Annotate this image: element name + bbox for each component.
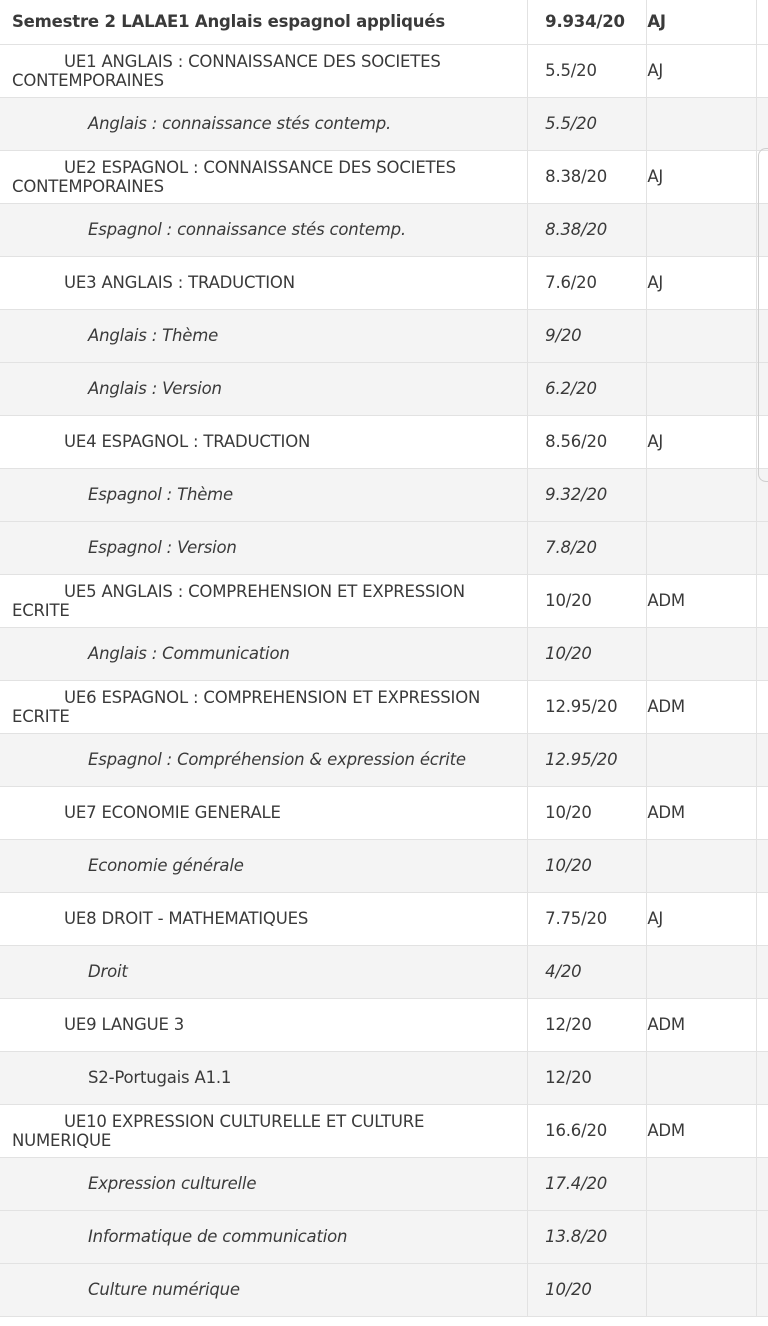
ue-result: ADM <box>647 1104 757 1157</box>
course-result <box>647 627 757 680</box>
course-label: Espagnol : Version <box>88 538 237 557</box>
ue-label: UE1 ANGLAIS : CONNAISSANCE DES SOCIETES CONTEMPORAINES <box>12 51 441 90</box>
ue-row <box>0 44 768 97</box>
ue-grade: 16.6/20 <box>528 1104 647 1157</box>
ue-label: UE8 DROIT - MATHEMATIQUES <box>64 909 309 928</box>
ue-grade: 10/20 <box>528 574 647 627</box>
course-grade: 9.32/20 <box>528 468 647 521</box>
ue-grade: 8.56/20 <box>528 415 647 468</box>
ue-row <box>0 256 768 309</box>
ue-grade: 12/20 <box>528 998 647 1051</box>
course-grade: 10/20 <box>528 839 647 892</box>
ue-grade: 5.5/20 <box>528 44 647 97</box>
ue-result: ADM <box>647 998 757 1051</box>
course-row <box>0 733 768 786</box>
course-grade: 5.5/20 <box>528 97 647 150</box>
course-result <box>647 309 757 362</box>
ue-result: ADM <box>647 680 757 733</box>
course-grade: 9/20 <box>528 309 647 362</box>
course-result <box>647 733 757 786</box>
ue-label: UE6 ESPAGNOL : COMPREHENSION ET EXPRESSION ECRITE <box>12 687 481 726</box>
course-row <box>0 309 768 362</box>
course-label: Anglais : connaissance stés contemp. <box>88 114 392 133</box>
course-row <box>0 1051 768 1104</box>
ue-row <box>0 150 768 203</box>
ue-row <box>0 786 768 839</box>
ue-label: UE4 ESPAGNOL : TRADUCTION <box>64 432 311 451</box>
course-label: Economie générale <box>88 856 244 875</box>
course-grade: 17.4/20 <box>528 1157 647 1210</box>
course-result <box>647 839 757 892</box>
course-row <box>0 1263 768 1316</box>
ue-grade: 12.95/20 <box>528 680 647 733</box>
ue-grade: 8.38/20 <box>528 150 647 203</box>
ue-result: AJ <box>647 150 757 203</box>
ue-result: AJ <box>647 892 757 945</box>
scroll-indicator[interactable] <box>758 148 768 482</box>
ue-row <box>0 415 768 468</box>
course-label: Expression culturelle <box>88 1174 257 1193</box>
course-grade: 7.8/20 <box>528 521 647 574</box>
course-label: Anglais : Thème <box>88 326 219 345</box>
ue-label: UE2 ESPAGNOL : CONNAISSANCE DES SOCIETES CONTEMPORAINES <box>12 157 456 196</box>
course-row <box>0 839 768 892</box>
course-row <box>0 468 768 521</box>
course-result <box>647 468 757 521</box>
course-result <box>647 97 757 150</box>
course-grade: 12/20 <box>528 1051 647 1104</box>
course-row <box>0 203 768 256</box>
course-grade: 10/20 <box>528 1263 647 1316</box>
course-label: Espagnol : connaissance stés contemp. <box>88 220 406 239</box>
course-result <box>647 362 757 415</box>
course-grade: 6.2/20 <box>528 362 647 415</box>
course-result <box>647 521 757 574</box>
course-grade: 12.95/20 <box>528 733 647 786</box>
course-row <box>0 362 768 415</box>
course-label: Anglais : Version <box>88 379 222 398</box>
ue-label: UE10 EXPRESSION CULTURELLE ET CULTURE NUMERIQUE <box>12 1111 425 1150</box>
course-grade: 13.8/20 <box>528 1210 647 1263</box>
ue-grade: 7.6/20 <box>528 256 647 309</box>
course-row <box>0 627 768 680</box>
course-row <box>0 1157 768 1210</box>
semester-result: AJ <box>647 0 757 44</box>
course-result <box>647 945 757 998</box>
course-label: Informatique de communication <box>88 1227 348 1246</box>
course-label: Droit <box>88 962 128 981</box>
course-grade: 8.38/20 <box>528 203 647 256</box>
course-result <box>647 203 757 256</box>
ue-result: AJ <box>647 44 757 97</box>
ue-label: UE5 ANGLAIS : COMPREHENSION ET EXPRESSION ECRITE <box>12 581 465 620</box>
ue-result: ADM <box>647 786 757 839</box>
ue-row <box>0 680 768 733</box>
course-result <box>647 1210 757 1263</box>
course-row <box>0 521 768 574</box>
ue-grade: 7.75/20 <box>528 892 647 945</box>
semester-label: Semestre 2 LALAE1 Anglais espagnol appliqués <box>0 0 528 44</box>
ue-result: AJ <box>647 415 757 468</box>
ue-label: UE7 ECONOMIE GENERALE <box>64 803 281 822</box>
course-label: Culture numérique <box>88 1280 240 1299</box>
course-label: Anglais : Communication <box>88 644 290 663</box>
course-row <box>0 97 768 150</box>
ue-row <box>0 574 768 627</box>
course-result <box>647 1051 757 1104</box>
ue-row <box>0 998 768 1051</box>
course-result <box>647 1157 757 1210</box>
course-row <box>0 1210 768 1263</box>
course-label: Espagnol : Thème <box>88 485 233 504</box>
ue-row <box>0 1104 768 1157</box>
course-label: Espagnol : Compréhension & expression écrite <box>88 750 466 769</box>
course-grade: 10/20 <box>528 627 647 680</box>
ue-result: ADM <box>647 574 757 627</box>
course-result <box>647 1263 757 1316</box>
semester-grade: 9.934/20 <box>528 0 647 44</box>
ue-label: UE3 ANGLAIS : TRADUCTION <box>64 273 295 292</box>
semester-row <box>0 0 768 44</box>
course-grade: 4/20 <box>528 945 647 998</box>
ue-row <box>0 892 768 945</box>
ue-label: UE9 LANGUE 3 <box>64 1015 185 1034</box>
course-row <box>0 945 768 998</box>
ue-grade: 10/20 <box>528 786 647 839</box>
course-label: S2-Portugais A1.1 <box>88 1068 232 1087</box>
ue-result: AJ <box>647 256 757 309</box>
